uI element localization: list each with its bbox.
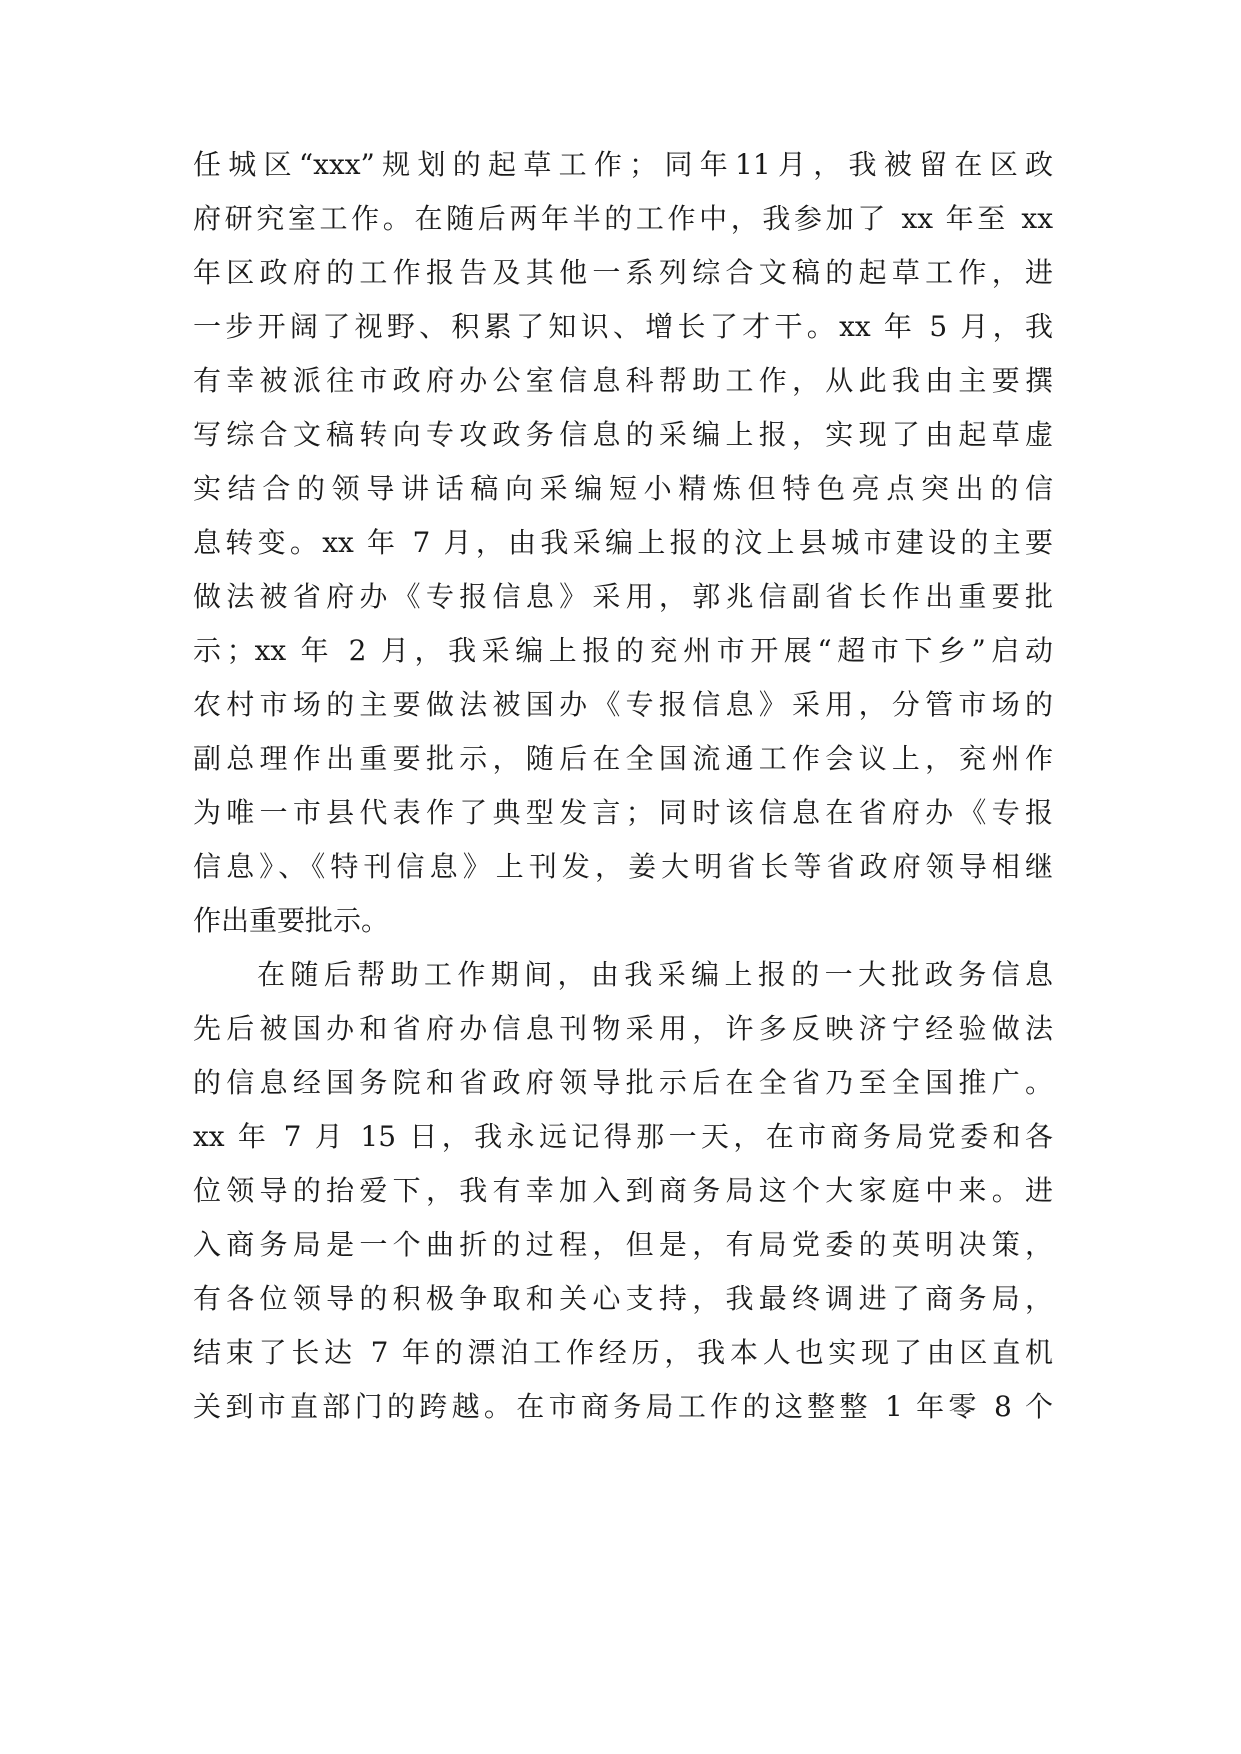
text-line: 先后被国办和省府办信息刊物采用，许多反映济宁经验做法 [193,1012,1053,1045]
text-line: 年区政府的工作报告及其他一系列综合文稿的起草工作，进 [193,256,1053,289]
text-line: 农村市场的主要做法被国办《专报信息》采用，分管市场的 [193,688,1053,721]
text-line: 示；xx 年 2 月，我采编上报的兖州市开展“超市下乡”启动 [193,634,1053,667]
text-line: xx 年 7 月 15 日，我永远记得那一天，在市商务局党委和各 [193,1120,1053,1153]
text-line: 的信息经国务院和省政府领导批示后在全省乃至全国推广。 [193,1066,1053,1099]
text-line: 信息》、《特刊信息》上刊发，姜大明省长等省政府领导相继 [193,850,1053,883]
text-line: 有幸被派往市政府办公室信息科帮助工作，从此我由主要撰 [193,364,1053,397]
text-line: 写综合文稿转向专攻政务信息的采编上报，实现了由起草虚 [193,418,1053,451]
text-line: 结束了长达 7 年的漂泊工作经历，我本人也实现了由区直机 [193,1336,1053,1369]
text-line: 有各位领导的积极争取和关心支持，我最终调进了商务局， [193,1282,1053,1315]
text-line: 位领导的抬爱下，我有幸加入到商务局这个大家庭中来。进 [193,1174,1053,1207]
text-line: 做法被省府办《专报信息》采用，郭兆信副省长作出重要批 [193,580,1053,613]
text-line: 府研究室工作。在随后两年半的工作中，我参加了 xx 年至 xx [193,202,1053,235]
text-line: 实结合的领导讲话稿向采编短小精炼但特色亮点突出的信 [193,472,1053,505]
text-line: 关到市直部门的跨越。在市商务局工作的这整整 1 年零 8 个 [193,1390,1053,1423]
text-line: 息转变。xx 年 7 月，由我采编上报的汶上县城市建设的主要 [193,526,1053,559]
text-line: 为唯一市县代表作了典型发言；同时该信息在省府办《专报 [193,796,1053,829]
text-line: 在随后帮助工作期间，由我采编上报的一大批政务信息 [257,958,1053,991]
text-line: 任城区“xxx”规划的起草工作；同年11月，我被留在区政 [193,148,1053,181]
text-line: 副总理作出重要批示，随后在全国流通工作会议上，兖州作 [193,742,1053,775]
text-line: 入商务局是一个曲折的过程，但是，有局党委的英明决策， [193,1228,1053,1261]
text-line: 作出重要批示。 [193,904,390,937]
text-line: 一步开阔了视野、积累了知识、增长了才干。xx 年 5 月，我 [193,310,1053,343]
